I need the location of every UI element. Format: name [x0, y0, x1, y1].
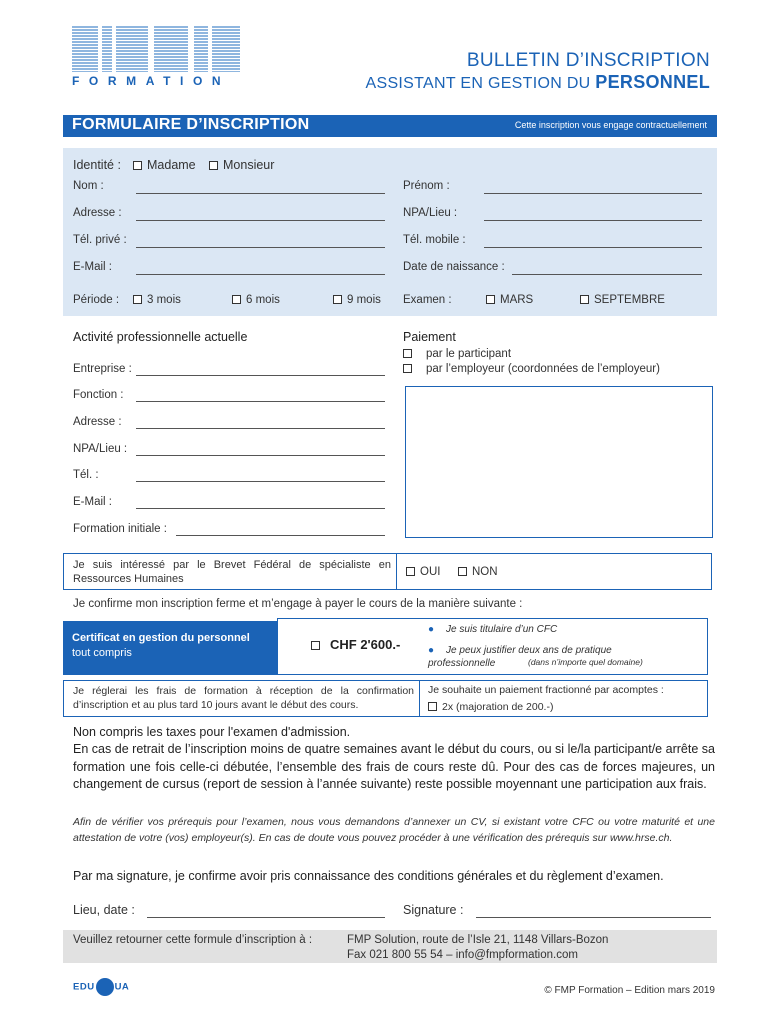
paiement-title: Paiement	[403, 330, 456, 344]
periode-9-mois[interactable]: 9 mois	[333, 294, 381, 306]
footer-address: FMP Solution, route de l’Isle 21, 1148 Villars-Bozon	[347, 934, 609, 946]
certificat-box	[63, 621, 277, 675]
confirm-text: Je confirme mon inscription ferme et m’engage à payer le cours de la manière suivante :	[73, 598, 523, 610]
acomptes-checkbox[interactable]	[428, 702, 437, 711]
periode-6-checkbox[interactable]	[232, 295, 241, 304]
certificat-title: Certificat en gestion du personnel	[72, 632, 250, 644]
non-checkbox[interactable]	[458, 567, 467, 576]
prenom-field[interactable]	[484, 193, 702, 194]
identity-section	[63, 148, 717, 316]
bullet-pratique-note: (dans n’importe quel domaine)	[528, 657, 643, 667]
examen-mars[interactable]: MARS	[486, 294, 533, 306]
fonction-label: Fonction :	[73, 389, 124, 401]
brevet-non[interactable]: NON	[458, 566, 498, 578]
activite-tel-field[interactable]	[136, 481, 385, 482]
contract-note: Cette inscription vous engage contractuellement	[514, 120, 707, 130]
lieu-date-label: Lieu, date :	[73, 903, 135, 917]
periode-label: Période :	[73, 294, 120, 306]
bullet-icon: ●	[428, 645, 435, 656]
email-field[interactable]	[136, 274, 385, 275]
certificat-price-option[interactable]: CHF 2'600.-	[311, 637, 400, 652]
examen-mars-checkbox[interactable]	[486, 295, 495, 304]
logo-text: FORMATION	[72, 74, 231, 88]
formation-initiale-label: Formation initiale :	[73, 523, 167, 535]
activite-adresse-field[interactable]	[136, 428, 385, 429]
periode-9-checkbox[interactable]	[333, 295, 342, 304]
paiement-employeur[interactable]: par l’employeur (coordonnées de l’employeur)	[403, 363, 660, 375]
paiement-participant[interactable]: par le participant	[403, 348, 511, 360]
formation-initiale-field[interactable]	[176, 535, 385, 536]
npa-lieu-label: NPA/Lieu :	[403, 207, 458, 219]
retrait-note: En cas de retrait de l’inscription moins de quatre semaines avant le début du cours, ou si le/la participant/e arrête sa formation une fois celle-ci débutée, l’ensemble des frais de cours reste dû. Pour des cas de forces majeures, un changement de cursus (report de session à l’année suivante) reste possible moyennant une participation aux frais.	[73, 742, 715, 791]
brevet-oui[interactable]: OUI	[406, 566, 440, 578]
date-naissance-label: Date de naissance :	[403, 261, 505, 273]
taxes-note: Non compris les taxes pour l'examen d'admission.	[73, 725, 351, 739]
examen-septembre-checkbox[interactable]	[580, 295, 589, 304]
employeur-checkbox[interactable]	[403, 364, 412, 373]
bullet-icon: ●	[428, 624, 435, 635]
tel-mobile-field[interactable]	[484, 247, 702, 248]
madame-checkbox[interactable]	[133, 161, 142, 170]
tel-prive-label: Tél. privé :	[73, 234, 127, 246]
periode-3-checkbox[interactable]	[133, 295, 142, 304]
participant-checkbox[interactable]	[403, 349, 412, 358]
return-text: Veuillez retourner cette formule d’inscription à :	[73, 934, 313, 946]
signature-field[interactable]	[476, 917, 711, 918]
signature-confirm: Par ma signature, je confirme avoir pris connaissance des conditions générales et du règlement d’examen.	[73, 869, 664, 883]
nom-field[interactable]	[136, 193, 385, 194]
email-label: E-Mail :	[73, 261, 112, 273]
eduqua-circle-icon	[96, 978, 114, 996]
examen-label: Examen :	[403, 294, 452, 306]
employeur-coordinates-box[interactable]	[405, 386, 713, 538]
footer-contact: Fax 021 800 55 54 – info@fmpformation.com	[347, 949, 578, 961]
brevet-choice-box	[396, 553, 712, 590]
bullet-cfc: ● Je suis titulaire d’un CFC	[428, 624, 558, 635]
activite-email-label: E-Mail :	[73, 496, 112, 508]
bullet-pratique: ● Je peux justifier deux ans de pratique professionnelle	[428, 645, 612, 669]
acomptes-option[interactable]: 2x (majoration de 200.-)	[428, 701, 553, 713]
periode-6-mois[interactable]: 6 mois	[232, 294, 280, 306]
certificat-checkbox[interactable]	[311, 641, 320, 650]
document-title: BULLETIN D’INSCRIPTION	[466, 50, 710, 71]
entreprise-label: Entreprise :	[73, 363, 132, 375]
signature-label: Signature :	[403, 903, 464, 917]
fmp-logo	[72, 26, 240, 72]
activite-title: Activité professionnelle actuelle	[73, 330, 248, 344]
tel-prive-field[interactable]	[136, 247, 385, 248]
adresse-label: Adresse :	[73, 207, 122, 219]
eduqua-logo: EDU UA	[73, 978, 129, 1000]
oui-checkbox[interactable]	[406, 567, 415, 576]
date-naissance-field[interactable]	[512, 274, 702, 275]
identity-label: Identité :	[73, 158, 121, 172]
document-subtitle: ASSISTANT EN GESTION DU PERSONNEL	[365, 72, 710, 92]
npa-lieu-field[interactable]	[484, 220, 702, 221]
brevet-text: Je suis intéressé par le Brevet Fédéral de spécialiste en Ressources Humaines	[73, 559, 391, 585]
periode-3-mois[interactable]: 3 mois	[133, 294, 181, 306]
activite-tel-label: Tél. :	[73, 469, 99, 481]
tel-mobile-label: Tél. mobile :	[403, 234, 466, 246]
activite-npa-label: NPA/Lieu :	[73, 443, 128, 455]
monsieur-checkbox[interactable]	[209, 161, 218, 170]
fonction-field[interactable]	[136, 401, 385, 402]
prerequis-note: Afin de vérifier vos prérequis pour l’examen, nous vous demandons d’annexer un CV, si existant votre CFC ou votre maturité et une attestation de votre (vos) employeur(s). En cas de doute vous pouvez procéder à une vérification des prérequis sur www.hrse.ch.	[73, 816, 715, 844]
reglement-text: Je réglerai les frais de formation à réception de la confirmation d’inscription et au plus tard 10 jours avant le début des cours.	[73, 685, 414, 711]
nom-label: Nom :	[73, 180, 104, 192]
prenom-label: Prénom :	[403, 180, 450, 192]
form-header-bar	[63, 115, 717, 137]
form-title: FORMULAIRE D’INSCRIPTION	[72, 116, 310, 133]
activite-email-field[interactable]	[136, 508, 385, 509]
examen-septembre[interactable]: SEPTEMBRE	[580, 294, 665, 306]
activite-npa-field[interactable]	[136, 455, 385, 456]
copyright: © FMP Formation – Edition mars 2019	[544, 985, 715, 996]
certificat-subtitle: tout compris	[72, 647, 132, 659]
entreprise-field[interactable]	[136, 375, 385, 376]
lieu-date-field[interactable]	[147, 917, 385, 918]
adresse-field[interactable]	[136, 220, 385, 221]
acomptes-title: Je souhaite un paiement fractionné par acomptes :	[428, 684, 664, 696]
monsieur-option[interactable]: Monsieur	[209, 158, 274, 172]
activite-adresse-label: Adresse :	[73, 416, 122, 428]
madame-option[interactable]: Madame	[133, 158, 196, 172]
